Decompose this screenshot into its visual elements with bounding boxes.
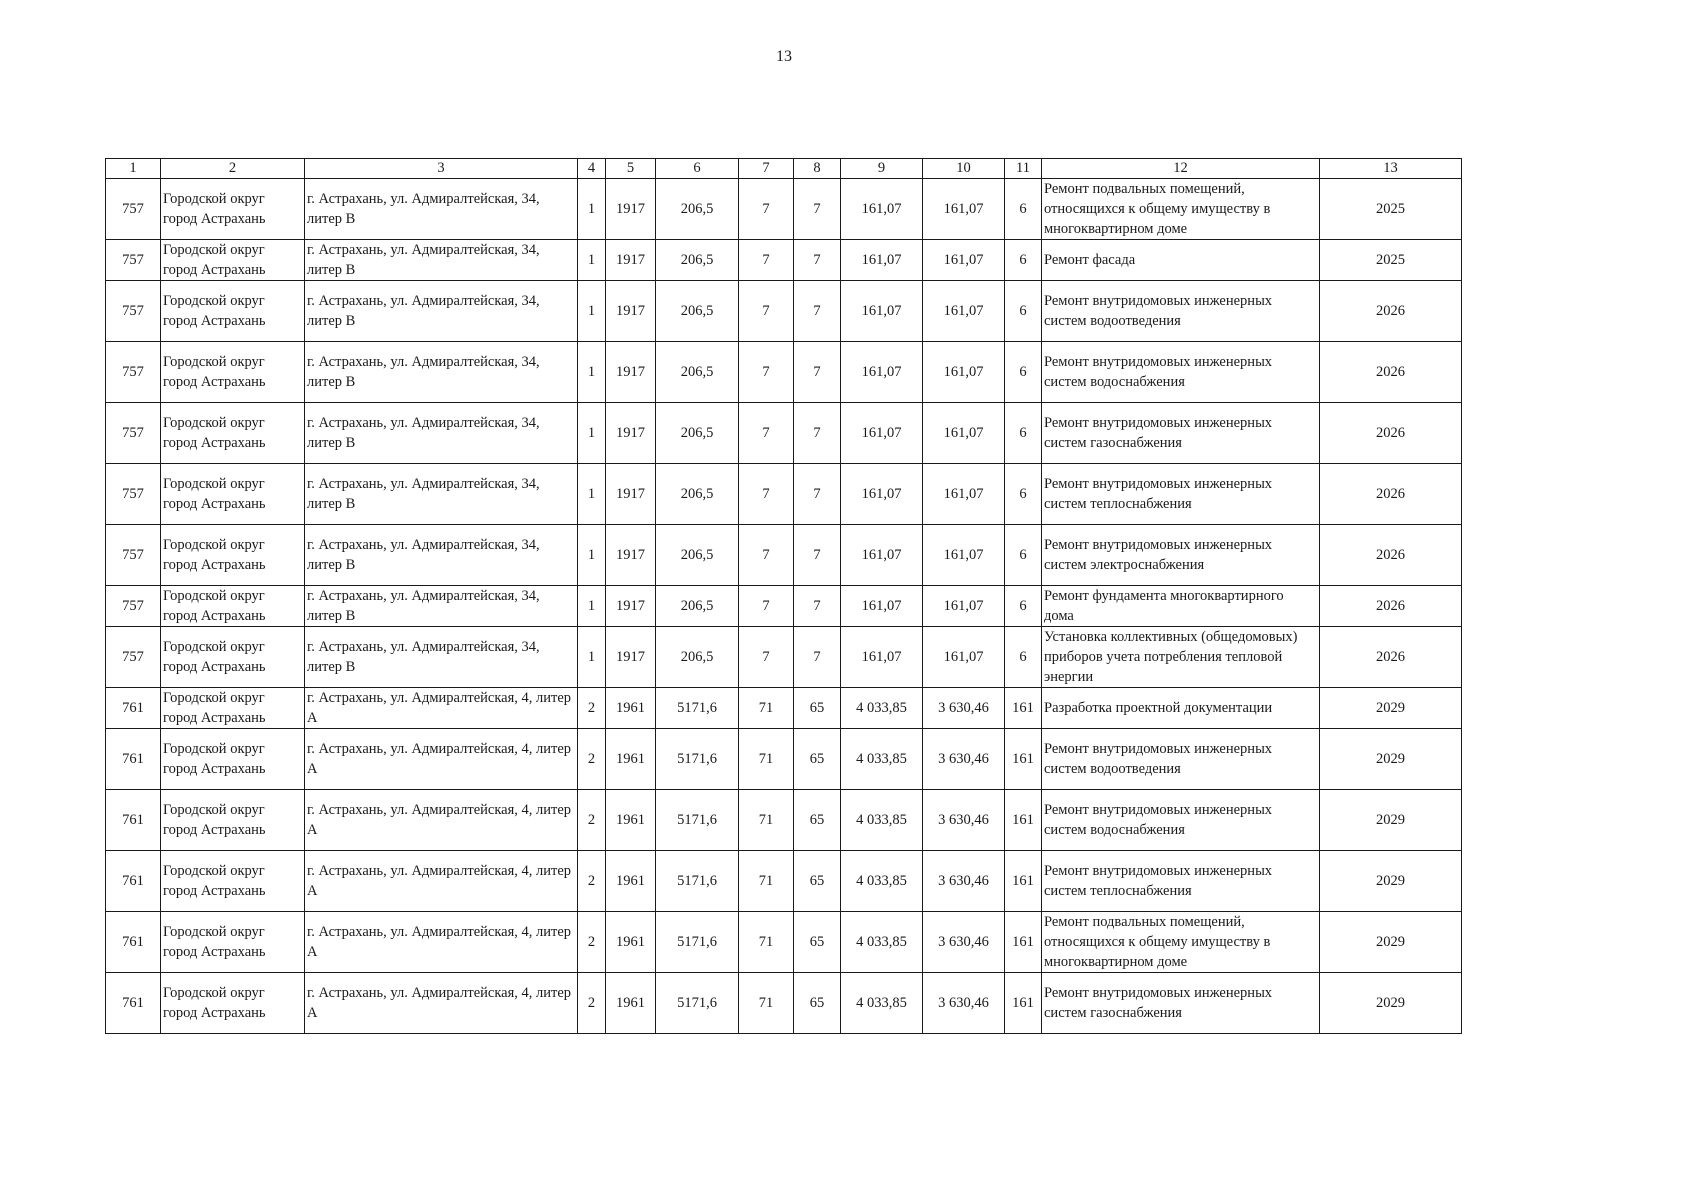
planned-year-cell: 2029 <box>1320 688 1462 729</box>
living-area-cell: 161,07 <box>841 179 923 240</box>
municipality-cell: Городской округ город Астрахань <box>161 586 305 627</box>
total-area-cell: 206,5 <box>656 403 739 464</box>
address-cell: г. Астрахань, ул. Адмиралтейская, 4, литер А <box>305 912 578 973</box>
apartments-total-cell: 7 <box>739 586 794 627</box>
planned-year-cell: 2029 <box>1320 729 1462 790</box>
record-number-cell: 757 <box>106 586 161 627</box>
living-area-private-cell: 161,07 <box>923 464 1005 525</box>
residents-count-cell: 6 <box>1005 179 1042 240</box>
table-body <box>106 179 1462 1034</box>
apartments-total-cell: 71 <box>739 729 794 790</box>
year-built-cell: 1961 <box>606 729 656 790</box>
category-cell: 1 <box>578 586 606 627</box>
address-cell: г. Астрахань, ул. Адмиралтейская, 34, литер В <box>305 525 578 586</box>
table-row <box>106 281 1462 342</box>
repair-work-type-cell: Ремонт подвальных помещений, относящихся к общему имуществу в многоквартирном доме <box>1042 912 1320 973</box>
planned-year-cell: 2029 <box>1320 790 1462 851</box>
record-number-cell: 757 <box>106 403 161 464</box>
municipality-cell: Городской округ город Астрахань <box>161 525 305 586</box>
repair-work-type-cell: Ремонт внутридомовых инженерных систем водоснабжения <box>1042 790 1320 851</box>
category-cell: 2 <box>578 851 606 912</box>
living-area-private-cell: 3 630,46 <box>923 688 1005 729</box>
address-cell: г. Астрахань, ул. Адмиралтейская, 34, литер В <box>305 342 578 403</box>
table-row <box>106 973 1462 1034</box>
total-area-cell: 5171,6 <box>656 790 739 851</box>
column-number-row <box>106 159 1462 179</box>
repair-work-type-cell: Ремонт внутридомовых инженерных систем теплоснабжения <box>1042 464 1320 525</box>
address-cell: г. Астрахань, ул. Адмиралтейская, 4, литер А <box>305 729 578 790</box>
apartments-total-cell: 71 <box>739 912 794 973</box>
apartments-residential-cell: 65 <box>794 973 841 1034</box>
apartments-residential-cell: 7 <box>794 464 841 525</box>
repair-work-type-cell: Ремонт внутридомовых инженерных систем водоотведения <box>1042 281 1320 342</box>
year-built-cell: 1961 <box>606 973 656 1034</box>
column-number: 11 <box>1005 159 1042 179</box>
record-number-cell: 757 <box>106 627 161 688</box>
year-built-cell: 1917 <box>606 281 656 342</box>
column-number: 9 <box>841 159 923 179</box>
record-number-cell: 757 <box>106 281 161 342</box>
record-number-cell: 757 <box>106 179 161 240</box>
category-cell: 1 <box>578 464 606 525</box>
planned-year-cell: 2025 <box>1320 179 1462 240</box>
address-cell: г. Астрахань, ул. Адмиралтейская, 4, литер А <box>305 790 578 851</box>
municipality-cell: Городской округ город Астрахань <box>161 627 305 688</box>
total-area-cell: 206,5 <box>656 342 739 403</box>
category-cell: 1 <box>578 403 606 464</box>
municipality-cell: Городской округ город Астрахань <box>161 342 305 403</box>
table-row <box>106 342 1462 403</box>
year-built-cell: 1961 <box>606 790 656 851</box>
column-number: 1 <box>106 159 161 179</box>
table-row <box>106 464 1462 525</box>
table-row <box>106 851 1462 912</box>
planned-year-cell: 2026 <box>1320 464 1462 525</box>
address-cell: г. Астрахань, ул. Адмиралтейская, 34, литер В <box>305 179 578 240</box>
residents-count-cell: 161 <box>1005 851 1042 912</box>
apartments-total-cell: 7 <box>739 627 794 688</box>
record-number-cell: 761 <box>106 688 161 729</box>
living-area-cell: 161,07 <box>841 464 923 525</box>
column-number: 5 <box>606 159 656 179</box>
address-cell: г. Астрахань, ул. Адмиралтейская, 34, литер В <box>305 464 578 525</box>
total-area-cell: 5171,6 <box>656 973 739 1034</box>
address-cell: г. Астрахань, ул. Адмиралтейская, 34, литер В <box>305 281 578 342</box>
category-cell: 1 <box>578 627 606 688</box>
living-area-private-cell: 161,07 <box>923 525 1005 586</box>
planned-year-cell: 2026 <box>1320 342 1462 403</box>
address-cell: г. Астрахань, ул. Адмиралтейская, 34, литер В <box>305 240 578 281</box>
year-built-cell: 1917 <box>606 525 656 586</box>
residents-count-cell: 161 <box>1005 973 1042 1034</box>
apartments-residential-cell: 7 <box>794 403 841 464</box>
apartments-residential-cell: 7 <box>794 627 841 688</box>
living-area-cell: 4 033,85 <box>841 729 923 790</box>
record-number-cell: 761 <box>106 729 161 790</box>
category-cell: 2 <box>578 973 606 1034</box>
year-built-cell: 1917 <box>606 464 656 525</box>
record-number-cell: 761 <box>106 851 161 912</box>
living-area-cell: 161,07 <box>841 240 923 281</box>
residents-count-cell: 6 <box>1005 464 1042 525</box>
year-built-cell: 1961 <box>606 688 656 729</box>
apartments-residential-cell: 7 <box>794 281 841 342</box>
apartments-residential-cell: 65 <box>794 688 841 729</box>
category-cell: 2 <box>578 688 606 729</box>
column-number: 8 <box>794 159 841 179</box>
category-cell: 2 <box>578 912 606 973</box>
residents-count-cell: 6 <box>1005 342 1042 403</box>
municipality-cell: Городской округ город Астрахань <box>161 464 305 525</box>
living-area-cell: 4 033,85 <box>841 790 923 851</box>
record-number-cell: 757 <box>106 464 161 525</box>
apartments-total-cell: 7 <box>739 342 794 403</box>
column-number: 10 <box>923 159 1005 179</box>
planned-year-cell: 2029 <box>1320 851 1462 912</box>
category-cell: 1 <box>578 525 606 586</box>
living-area-private-cell: 3 630,46 <box>923 912 1005 973</box>
living-area-private-cell: 161,07 <box>923 281 1005 342</box>
address-cell: г. Астрахань, ул. Адмиралтейская, 4, литер А <box>305 973 578 1034</box>
municipality-cell: Городской округ город Астрахань <box>161 281 305 342</box>
category-cell: 2 <box>578 790 606 851</box>
living-area-cell: 161,07 <box>841 342 923 403</box>
column-number: 7 <box>739 159 794 179</box>
year-built-cell: 1917 <box>606 586 656 627</box>
apartments-residential-cell: 7 <box>794 586 841 627</box>
apartments-residential-cell: 65 <box>794 729 841 790</box>
record-number-cell: 757 <box>106 525 161 586</box>
apartments-total-cell: 7 <box>739 403 794 464</box>
apartments-total-cell: 7 <box>739 525 794 586</box>
record-number-cell: 757 <box>106 240 161 281</box>
living-area-private-cell: 161,07 <box>923 403 1005 464</box>
total-area-cell: 5171,6 <box>656 851 739 912</box>
total-area-cell: 206,5 <box>656 464 739 525</box>
municipality-cell: Городской округ город Астрахань <box>161 729 305 790</box>
living-area-private-cell: 3 630,46 <box>923 729 1005 790</box>
category-cell: 1 <box>578 240 606 281</box>
planned-year-cell: 2026 <box>1320 586 1462 627</box>
apartments-residential-cell: 65 <box>794 790 841 851</box>
repair-work-type-cell: Ремонт внутридомовых инженерных систем теплоснабжения <box>1042 851 1320 912</box>
living-area-cell: 161,07 <box>841 403 923 464</box>
apartments-residential-cell: 65 <box>794 851 841 912</box>
repair-work-type-cell: Ремонт подвальных помещений, относящихся к общему имуществу в многоквартирном доме <box>1042 179 1320 240</box>
table-row <box>106 525 1462 586</box>
living-area-cell: 4 033,85 <box>841 973 923 1034</box>
residents-count-cell: 6 <box>1005 403 1042 464</box>
category-cell: 2 <box>578 729 606 790</box>
living-area-cell: 4 033,85 <box>841 688 923 729</box>
year-built-cell: 1917 <box>606 240 656 281</box>
page-number: 13 <box>776 48 792 65</box>
address-cell: г. Астрахань, ул. Адмиралтейская, 34, литер В <box>305 586 578 627</box>
living-area-private-cell: 161,07 <box>923 586 1005 627</box>
apartments-residential-cell: 7 <box>794 342 841 403</box>
total-area-cell: 5171,6 <box>656 688 739 729</box>
table-row <box>106 790 1462 851</box>
municipality-cell: Городской округ город Астрахань <box>161 179 305 240</box>
living-area-private-cell: 161,07 <box>923 179 1005 240</box>
table-row <box>106 179 1462 240</box>
residents-count-cell: 6 <box>1005 240 1042 281</box>
capital-repair-table <box>105 158 1462 1034</box>
column-number: 2 <box>161 159 305 179</box>
year-built-cell: 1961 <box>606 912 656 973</box>
living-area-private-cell: 161,07 <box>923 342 1005 403</box>
category-cell: 1 <box>578 342 606 403</box>
record-number-cell: 761 <box>106 973 161 1034</box>
municipality-cell: Городской округ город Астрахань <box>161 403 305 464</box>
living-area-cell: 161,07 <box>841 627 923 688</box>
record-number-cell: 761 <box>106 790 161 851</box>
planned-year-cell: 2029 <box>1320 912 1462 973</box>
living-area-private-cell: 3 630,46 <box>923 851 1005 912</box>
apartments-total-cell: 7 <box>739 179 794 240</box>
total-area-cell: 206,5 <box>656 281 739 342</box>
address-cell: г. Астрахань, ул. Адмиралтейская, 34, литер В <box>305 627 578 688</box>
repair-work-type-cell: Ремонт внутридомовых инженерных систем газоснабжения <box>1042 403 1320 464</box>
residents-count-cell: 161 <box>1005 790 1042 851</box>
living-area-private-cell: 161,07 <box>923 627 1005 688</box>
repair-work-type-cell: Ремонт фасада <box>1042 240 1320 281</box>
column-number: 6 <box>656 159 739 179</box>
residents-count-cell: 6 <box>1005 586 1042 627</box>
record-number-cell: 757 <box>106 342 161 403</box>
living-area-cell: 161,07 <box>841 586 923 627</box>
column-number: 3 <box>305 159 578 179</box>
planned-year-cell: 2026 <box>1320 627 1462 688</box>
column-number: 12 <box>1042 159 1320 179</box>
year-built-cell: 1917 <box>606 342 656 403</box>
record-number-cell: 761 <box>106 912 161 973</box>
address-cell: г. Астрахань, ул. Адмиралтейская, 34, литер В <box>305 403 578 464</box>
living-area-cell: 4 033,85 <box>841 912 923 973</box>
repair-work-type-cell: Разработка проектной документации <box>1042 688 1320 729</box>
category-cell: 1 <box>578 179 606 240</box>
apartments-residential-cell: 7 <box>794 525 841 586</box>
residents-count-cell: 6 <box>1005 281 1042 342</box>
table-row <box>106 912 1462 973</box>
total-area-cell: 5171,6 <box>656 729 739 790</box>
total-area-cell: 206,5 <box>656 240 739 281</box>
living-area-cell: 4 033,85 <box>841 851 923 912</box>
total-area-cell: 206,5 <box>656 179 739 240</box>
municipality-cell: Городской округ город Астрахань <box>161 851 305 912</box>
apartments-total-cell: 71 <box>739 973 794 1034</box>
total-area-cell: 206,5 <box>656 627 739 688</box>
apartments-total-cell: 7 <box>739 464 794 525</box>
table-row <box>106 688 1462 729</box>
planned-year-cell: 2026 <box>1320 403 1462 464</box>
apartments-total-cell: 71 <box>739 851 794 912</box>
residents-count-cell: 161 <box>1005 688 1042 729</box>
repair-work-type-cell: Ремонт внутридомовых инженерных систем газоснабжения <box>1042 973 1320 1034</box>
municipality-cell: Городской округ город Астрахань <box>161 688 305 729</box>
repair-work-type-cell: Установка коллективных (общедомовых) приборов учета потребления тепловой энергии <box>1042 627 1320 688</box>
planned-year-cell: 2026 <box>1320 525 1462 586</box>
municipality-cell: Городской округ город Астрахань <box>161 790 305 851</box>
apartments-total-cell: 7 <box>739 240 794 281</box>
apartments-residential-cell: 65 <box>794 912 841 973</box>
apartments-total-cell: 71 <box>739 688 794 729</box>
apartments-residential-cell: 7 <box>794 179 841 240</box>
living-area-private-cell: 3 630,46 <box>923 973 1005 1034</box>
municipality-cell: Городской округ город Астрахань <box>161 912 305 973</box>
year-built-cell: 1961 <box>606 851 656 912</box>
residents-count-cell: 6 <box>1005 627 1042 688</box>
category-cell: 1 <box>578 281 606 342</box>
column-number: 4 <box>578 159 606 179</box>
year-built-cell: 1917 <box>606 627 656 688</box>
municipality-cell: Городской округ город Астрахань <box>161 240 305 281</box>
living-area-private-cell: 161,07 <box>923 240 1005 281</box>
total-area-cell: 5171,6 <box>656 912 739 973</box>
residents-count-cell: 6 <box>1005 525 1042 586</box>
residents-count-cell: 161 <box>1005 729 1042 790</box>
living-area-cell: 161,07 <box>841 525 923 586</box>
address-cell: г. Астрахань, ул. Адмиралтейская, 4, литер А <box>305 688 578 729</box>
living-area-private-cell: 3 630,46 <box>923 790 1005 851</box>
year-built-cell: 1917 <box>606 179 656 240</box>
repair-work-type-cell: Ремонт внутридомовых инженерных систем водоотведения <box>1042 729 1320 790</box>
repair-work-type-cell: Ремонт внутридомовых инженерных систем водоснабжения <box>1042 342 1320 403</box>
year-built-cell: 1917 <box>606 403 656 464</box>
address-cell: г. Астрахань, ул. Адмиралтейская, 4, литер А <box>305 851 578 912</box>
municipality-cell: Городской округ город Астрахань <box>161 973 305 1034</box>
repair-work-type-cell: Ремонт внутридомовых инженерных систем электроснабжения <box>1042 525 1320 586</box>
apartments-total-cell: 7 <box>739 281 794 342</box>
table-row <box>106 729 1462 790</box>
table-row <box>106 403 1462 464</box>
table-row <box>106 240 1462 281</box>
residents-count-cell: 161 <box>1005 912 1042 973</box>
table-row <box>106 586 1462 627</box>
planned-year-cell: 2025 <box>1320 240 1462 281</box>
apartments-residential-cell: 7 <box>794 240 841 281</box>
table-row <box>106 627 1462 688</box>
living-area-cell: 161,07 <box>841 281 923 342</box>
repair-work-type-cell: Ремонт фундамента многоквартирного дома <box>1042 586 1320 627</box>
planned-year-cell: 2026 <box>1320 281 1462 342</box>
column-number: 13 <box>1320 159 1462 179</box>
total-area-cell: 206,5 <box>656 586 739 627</box>
planned-year-cell: 2029 <box>1320 973 1462 1034</box>
total-area-cell: 206,5 <box>656 525 739 586</box>
apartments-total-cell: 71 <box>739 790 794 851</box>
